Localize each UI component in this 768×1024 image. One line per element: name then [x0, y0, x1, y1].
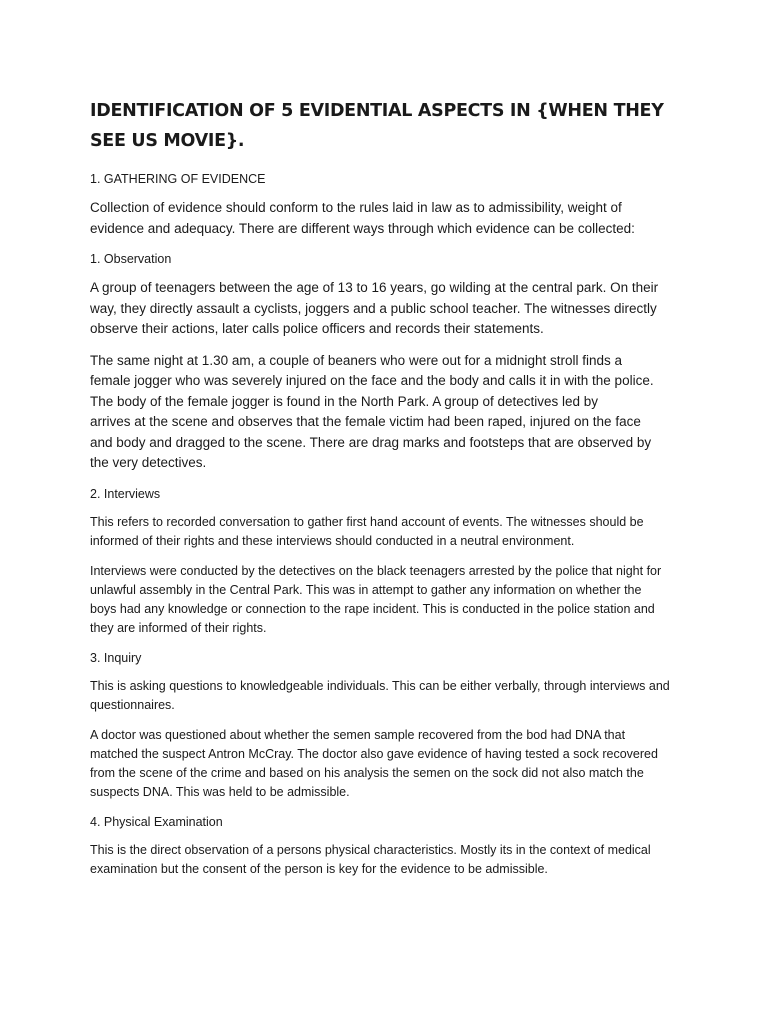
text-line: This refers to recorded conversation to gather first hand account of events. The witnesses should be	[90, 514, 644, 529]
paragraph-observation-jogger	[90, 351, 690, 474]
text-line: observe their actions, later calls police officers and records their statements.	[90, 321, 544, 336]
document-page	[90, 96, 690, 890]
paragraph-collection-of-evidence	[90, 198, 690, 239]
text-line: matched the suspect Antron McCray. The doctor also gave evidence of having tested a sock recovered	[90, 746, 658, 761]
text-line: This is the direct observation of a persons physical characteristics. Mostly its in the context of medical	[90, 842, 651, 857]
text-line: questionnaires.	[90, 697, 175, 712]
text-line: arrives at the scene and observes that the female victim had been raped, injured on the face	[90, 414, 641, 429]
paragraph-physical-examination	[90, 841, 690, 879]
text-line: This is asking questions to knowledgeable individuals. This can be either verbally, through interviews and	[90, 678, 670, 693]
text-line: and body and dragged to the scene. There are drag marks and footsteps that are observed by	[90, 434, 652, 450]
text-line: they are informed of their rights.	[90, 620, 267, 635]
text-line: Collection of evidence should conform to the rules laid in law as to admissibility, weight of	[90, 200, 622, 215]
section-heading-gathering-of-evidence: 1. GATHERING OF EVIDENCE	[90, 172, 266, 186]
text-line: informed of their rights and these interviews should conducted in a neutral environment.	[90, 533, 575, 548]
paragraph-inquiry-doctor	[90, 726, 690, 802]
section-heading-inquiry: 3. Inquiry	[90, 650, 142, 665]
text-line: examination but the consent of the person is key for the evidence to be admissible.	[90, 861, 548, 876]
text-line: evidence and adequacy. There are different ways through which evidence can be collected:	[90, 220, 635, 236]
text-line: suspects DNA. This was held to be admissible.	[90, 784, 350, 799]
section-heading-observation: 1. Observation	[90, 252, 172, 266]
section-heading-physical-examination: 4. Physical Examination	[90, 814, 223, 829]
text-line: the very detectives.	[90, 455, 207, 470]
text-line: unlawful assembly in the Central Park. This was in attempt to gather any information on whether the	[90, 582, 642, 597]
text-line: The body of the female jogger is found in the North Park. A group of detectives led by	[90, 393, 599, 409]
section-heading-interviews: 2. Interviews	[90, 486, 161, 501]
paragraph-inquiry-definition	[90, 677, 690, 715]
title-line: IDENTIFICATION OF 5 EVIDENTIAL ASPECTS IN {WHEN THEY	[90, 101, 664, 121]
text-line: female jogger who was severely injured on the face and the body and calls it in with the police.	[90, 373, 654, 388]
text-line: from the scene of the crime and based on his analysis the semen on the sock did not also match the	[90, 765, 644, 780]
text-line: way, they directly assault a cyclists, joggers and a public school teacher. The witnesses directly	[90, 300, 657, 316]
paragraph-interviews-definition	[90, 513, 690, 551]
text-line: A group of teenagers between the age of 13 to 16 years, go wilding at the central park. On their	[90, 280, 659, 295]
title-line: SEE US MOVIE}.	[90, 131, 245, 151]
text-line: The same night at 1.30 am, a couple of beaners who were out for a midnight stroll finds a	[90, 352, 623, 368]
paragraph-observation-teenagers	[90, 278, 690, 340]
text-line: A doctor was questioned about whether the semen sample recovered from the bod had DNA that	[90, 727, 626, 742]
text-line: boys had any knowledge or connection to the rape incident. This is conducted in the police station and	[90, 601, 655, 616]
text-line: Interviews were conducted by the detectives on the black teenagers arrested by the police that night for	[90, 563, 662, 578]
document-title	[90, 96, 690, 156]
paragraph-interviews-conducted	[90, 562, 690, 638]
